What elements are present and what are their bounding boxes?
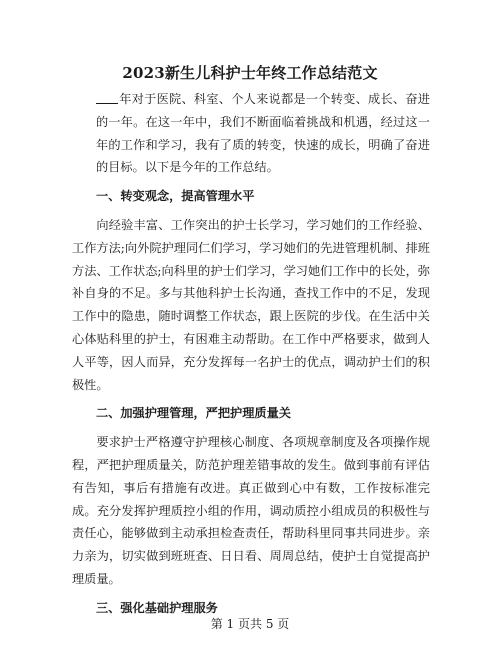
section-heading-2: 二、加强护理管理，严把护理质量关	[96, 406, 291, 421]
document-body	[72, 88, 430, 626]
intro-paragraph	[72, 88, 430, 179]
section-body-1: 向经验丰富、工作突出的护士长学习，学习她们的工作经验、工作方法;向外院护理同仁们学习，学习她们的先进管理机制、排班方法、工作状态;向科里的护士们学习，学习她们工作中的长处，弥补自身的不足。多与其他科护士长沟通，查找工作中的不足，发现工作中的隐患，随时调整工作状态，跟上医院的步伐。在生活中关心体贴科里的护士，有困难主动帮助。在工作中严格要求，做到人人平等，因人而异，充分发挥每一名护士的优点，调动护士们的积极性。	[72, 217, 430, 392]
section-heading-3: 三、强化基础护理服务	[96, 600, 218, 615]
section-heading-1: 一、转变观念，提高管理水平	[96, 189, 255, 204]
section-body-2: 要求护士严格遵守护理核心制度、各项规章制度及各项操作规程，严把护理质量关，防范护理差错事故的发生。做到事前有评估有告知，事后有措施有改进。真正做到心中有数，工作按标准完成。充分发挥护理质控小组的作用，调动质控小组成员的积极性与责任心，能够做到主动承担检查责任，帮助科里同事共同进步。亲力亲为，切实做到班班查、日日看、周周总结，使护士自觉提高护理质量。	[72, 435, 430, 586]
document-title: 2023新生儿科护士年终工作总结范文	[122, 64, 378, 82]
page-footer: 第 1 页共 5 页	[210, 617, 290, 631]
intro-text: 年对于医院、科室、个人来说都是一个转变、成长、奋进的一年。在这一年中，我们不断面临着挑战和机遇，经过这一年的工作和学习，我有了质的转变，快速的成长，明确了奋进的目标。以下是今年的工作总结。	[96, 92, 430, 175]
fill-in-blank	[96, 91, 118, 104]
